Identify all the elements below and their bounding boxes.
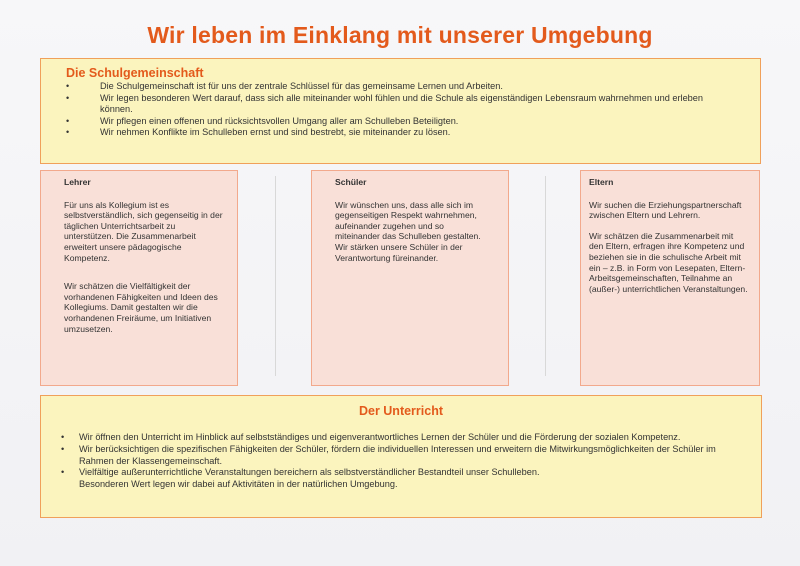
teacher-paragraph-1: Für uns als Kollegium ist es selbstverständlich, sich gegenseitig in der täglichen Unterrichtsarbeit zu unterstützen. Die Zusammenarbeit erweitert unsere pädagogische Kompetenz.: [64, 199, 223, 263]
parents-box: [580, 170, 760, 386]
teacher-paragraph-2: Wir schätzen die Vielfältigkeit der vorhandenen Fähigkeiten und Ideen des Kollegiums. Damit gestalten wir die vorhandenen Freiräume, um Initiativen umzusetzen.: [64, 281, 218, 334]
list-item: [61, 467, 741, 491]
parents-paragraph-2: Wir schätzen die Zusammenarbeit mit den Eltern, erfragen ihre Kompetenz und beziehen sie in die schulische Arbeit mit ein – z.B. in Form von Lesepaten, Eltern-Arbeitsgemeinschaften, Teilnahme an (außer-) unterrichtlichen Veranstaltungen.: [589, 230, 748, 294]
list-item-line: • Vielfältige außerunterrichtliche Veranstaltungen bereichern als selbstverständlicher Bestandteil unser Schulleben.: [79, 467, 540, 478]
list-item: • Wir legen besonderen Wert darauf, dass sich alle miteinander wohl fühlen und die Schule als eigenständigen Lebensraum wahrnehmen und erleben können.: [66, 93, 734, 116]
list-item: • Wir pflegen einen offenen und rücksichtsvollen Umgang aller am Schulleben Beteiligten.: [66, 116, 734, 128]
page-title: Wir leben im Einklang mit unserer Umgebung: [147, 22, 653, 48]
parents-paragraph-1: Wir suchen die Erziehungspartnerschaft zwischen Eltern und Lehrern.: [589, 199, 742, 221]
school-community-box: [40, 58, 761, 164]
teacher-title: Lehrer: [64, 177, 91, 187]
divider: [275, 176, 276, 376]
pupil-box: [311, 170, 509, 386]
teacher-box: [40, 170, 238, 386]
school-community-title: Die Schulgemeinschaft: [66, 66, 204, 80]
list-item-line: Besonderen Wert legen wir dabei auf Aktivitäten in der natürlichen Umgebung.: [79, 479, 398, 490]
lessons-box: [40, 395, 762, 518]
parents-title: Eltern: [589, 177, 614, 187]
list-item: • Wir berücksichtigen die spezifischen Fähigkeiten der Schüler, fördern die individuellen Interessen und erweitern die Mitwirkungsmöglichkeiten der Schüler im Rahmen der Klassengemeinschaft.: [61, 444, 741, 468]
pupil-title: Schüler: [335, 177, 367, 187]
pupil-paragraph-1: Wir wünschen uns, dass alle sich im gegenseitigen Respekt wahrnehmen, aufeinander zugehen und so miteinander das Schulleben gestalten. Wir stärken unsere Schüler in der Verantwortung füreinander.: [335, 199, 481, 263]
list-item: • Wir öffnen den Unterricht im Hinblick auf selbstständiges und eigenverantwortliches Lernen der Schüler und die Förderung der sozialen Kompetenz.: [61, 432, 741, 444]
list-item: • Die Schulgemeinschaft ist für uns der zentrale Schlüssel für das gemeinsame Lernen und Arbeiten.: [66, 81, 734, 93]
lessons-list: [61, 432, 741, 491]
list-item: • Wir nehmen Konflikte im Schulleben ernst und sind bestrebt, sie miteinander zu lösen.: [66, 127, 734, 139]
divider: [545, 176, 546, 376]
school-community-list: [66, 81, 734, 139]
lessons-title: Der Unterricht: [358, 404, 444, 418]
